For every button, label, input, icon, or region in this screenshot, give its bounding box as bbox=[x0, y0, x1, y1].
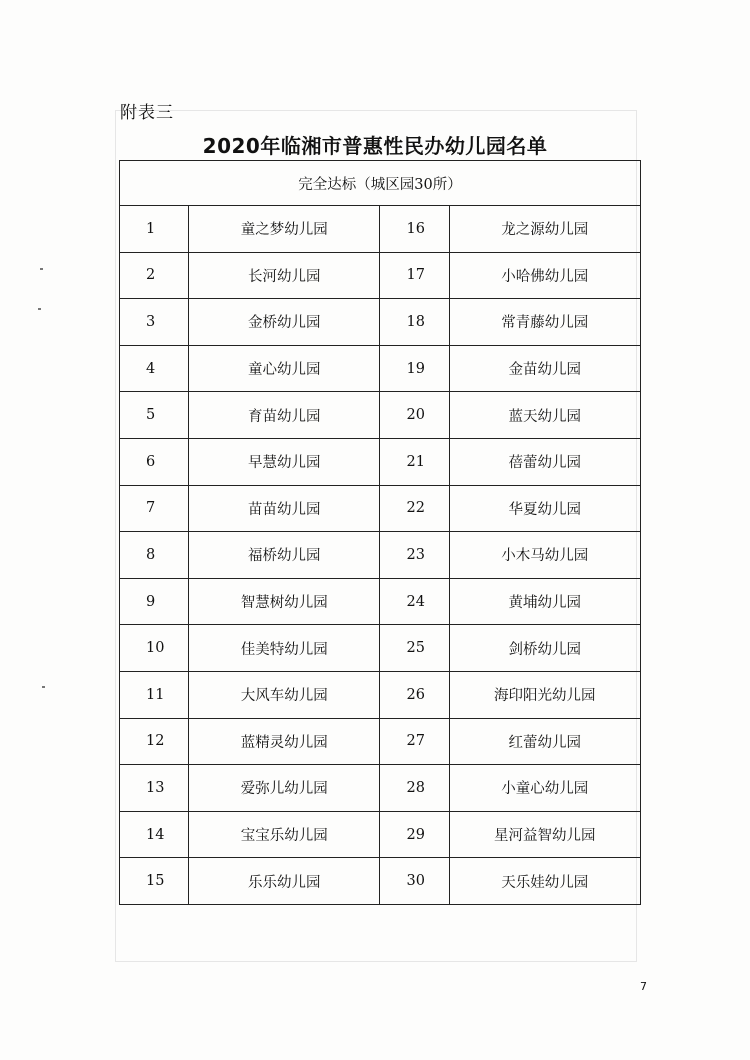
table-row bbox=[120, 438, 641, 485]
table-row bbox=[120, 206, 641, 253]
right-number-cell: 20 bbox=[380, 392, 449, 439]
left-name-cell: 育苗幼儿园 bbox=[189, 392, 380, 439]
right-number-cell: 17 bbox=[380, 252, 449, 299]
left-name-cell: 苗苗幼儿园 bbox=[189, 485, 380, 532]
table-row bbox=[120, 625, 641, 672]
right-name-cell: 小童心幼儿园 bbox=[449, 765, 641, 812]
left-number-cell: 5 bbox=[120, 392, 189, 439]
left-number-cell: 1 bbox=[120, 206, 189, 253]
left-name-cell: 智慧树幼儿园 bbox=[189, 578, 380, 625]
table-row bbox=[120, 858, 641, 905]
document-title: 2020年临湘市普惠性民办幼儿园名单 bbox=[202, 134, 548, 158]
right-number-cell: 24 bbox=[380, 578, 449, 625]
left-number-cell: 15 bbox=[120, 858, 189, 905]
right-name-cell: 天乐娃幼儿园 bbox=[449, 858, 641, 905]
table-row bbox=[120, 532, 641, 579]
left-name-cell: 佳美特幼儿园 bbox=[189, 625, 380, 672]
right-name-cell: 常青藤幼儿园 bbox=[449, 299, 641, 346]
right-name-cell: 黄埔幼儿园 bbox=[449, 578, 641, 625]
scan-speck bbox=[42, 686, 45, 688]
right-number-cell: 21 bbox=[380, 438, 449, 485]
table-row bbox=[120, 671, 641, 718]
right-name-cell: 金苗幼儿园 bbox=[449, 345, 641, 392]
right-name-cell: 小木马幼儿园 bbox=[449, 532, 641, 579]
left-name-cell: 童之梦幼儿园 bbox=[189, 206, 380, 253]
table-row bbox=[120, 252, 641, 299]
right-number-cell: 27 bbox=[380, 718, 449, 765]
left-name-cell: 长河幼儿园 bbox=[189, 252, 380, 299]
left-number-cell: 2 bbox=[120, 252, 189, 299]
scan-speck bbox=[38, 308, 41, 310]
section-header: 完全达标（城区园30所） bbox=[120, 161, 641, 206]
table-row bbox=[120, 765, 641, 812]
right-number-cell: 16 bbox=[380, 206, 449, 253]
left-name-cell: 爱弥儿幼儿园 bbox=[189, 765, 380, 812]
table-row bbox=[120, 392, 641, 439]
right-name-cell: 红蕾幼儿园 bbox=[449, 718, 641, 765]
right-name-cell: 星河益智幼儿园 bbox=[449, 811, 641, 858]
right-number-cell: 22 bbox=[380, 485, 449, 532]
left-number-cell: 7 bbox=[120, 485, 189, 532]
right-name-cell: 海印阳光幼儿园 bbox=[449, 671, 641, 718]
scan-speck bbox=[40, 268, 43, 270]
left-number-cell: 8 bbox=[120, 532, 189, 579]
table-row bbox=[120, 811, 641, 858]
right-number-cell: 25 bbox=[380, 625, 449, 672]
appendix-label: 附表三 bbox=[120, 103, 174, 123]
left-number-cell: 9 bbox=[120, 578, 189, 625]
left-number-cell: 11 bbox=[120, 671, 189, 718]
right-name-cell: 蓓蕾幼儿园 bbox=[449, 438, 641, 485]
right-name-cell: 小哈佛幼儿园 bbox=[449, 252, 641, 299]
left-name-cell: 乐乐幼儿园 bbox=[189, 858, 380, 905]
right-number-cell: 28 bbox=[380, 765, 449, 812]
left-name-cell: 金桥幼儿园 bbox=[189, 299, 380, 346]
right-number-cell: 18 bbox=[380, 299, 449, 346]
right-name-cell: 华夏幼儿园 bbox=[449, 485, 641, 532]
left-number-cell: 12 bbox=[120, 718, 189, 765]
left-number-cell: 14 bbox=[120, 811, 189, 858]
left-name-cell: 宝宝乐幼儿园 bbox=[189, 811, 380, 858]
right-name-cell: 龙之源幼儿园 bbox=[449, 206, 641, 253]
table-row bbox=[120, 345, 641, 392]
left-number-cell: 6 bbox=[120, 438, 189, 485]
left-name-cell: 童心幼儿园 bbox=[189, 345, 380, 392]
left-name-cell: 蓝精灵幼儿园 bbox=[189, 718, 380, 765]
left-number-cell: 4 bbox=[120, 345, 189, 392]
left-name-cell: 早慧幼儿园 bbox=[189, 438, 380, 485]
left-number-cell: 3 bbox=[120, 299, 189, 346]
kindergarten-table bbox=[119, 160, 641, 905]
right-number-cell: 30 bbox=[380, 858, 449, 905]
table-header-row bbox=[120, 161, 641, 206]
left-number-cell: 10 bbox=[120, 625, 189, 672]
left-name-cell: 福桥幼儿园 bbox=[189, 532, 380, 579]
right-number-cell: 23 bbox=[380, 532, 449, 579]
right-number-cell: 29 bbox=[380, 811, 449, 858]
table-row bbox=[120, 299, 641, 346]
page-number: 7 bbox=[640, 980, 647, 993]
right-number-cell: 19 bbox=[380, 345, 449, 392]
right-name-cell: 剑桥幼儿园 bbox=[449, 625, 641, 672]
table-row bbox=[120, 485, 641, 532]
table-row bbox=[120, 718, 641, 765]
right-number-cell: 26 bbox=[380, 671, 449, 718]
right-name-cell: 蓝天幼儿园 bbox=[449, 392, 641, 439]
left-number-cell: 13 bbox=[120, 765, 189, 812]
left-name-cell: 大风车幼儿园 bbox=[189, 671, 380, 718]
table-row bbox=[120, 578, 641, 625]
